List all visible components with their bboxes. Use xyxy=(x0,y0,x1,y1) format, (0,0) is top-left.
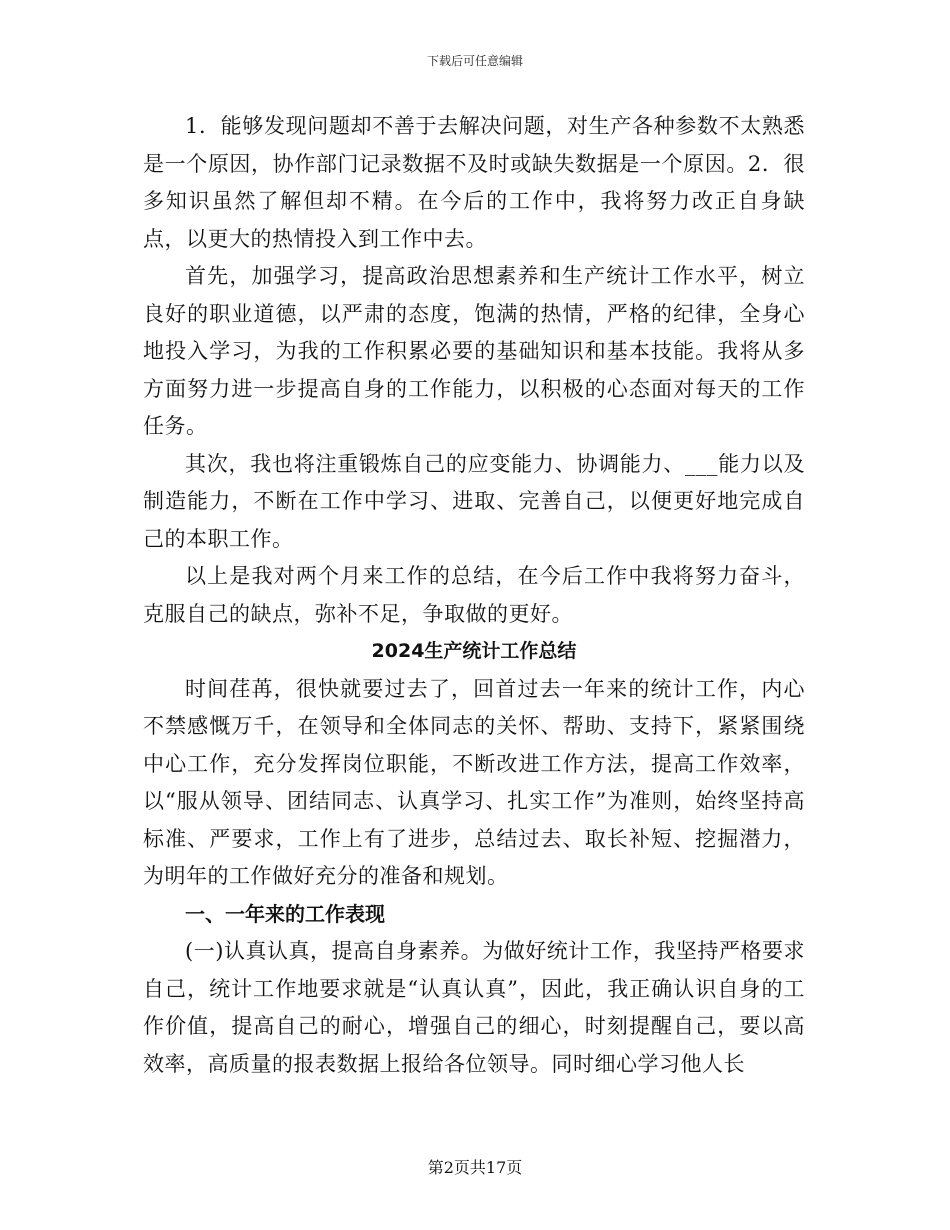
paragraph-second: 其次，我也将注重锻炼自己的应变能力、协调能力、___能力以及制造能力，不断在工作中学习、进取、完善自己，以便更好地完成自己的本职工作。 xyxy=(143,451,805,551)
paragraph-problems: 1．能够发现问题却不善于去解决问题，对生产各种参数不太熟悉是一个原因，协作部门记录数据不及时或缺失数据是一个原因。2．很多知识虽然了解但却不精。在今后的工作中，我将努力改正自身缺点，以更大的热情投入到工作中去。 xyxy=(143,114,805,251)
document-body xyxy=(143,108,805,1083)
document-title: 2024生产统计工作总结 xyxy=(371,640,577,662)
paragraph-conclusion: 以上是我对两个月来工作的总结，在今后工作中我将努力奋斗，克服自己的缺点，弥补不足，争取做的更好。 xyxy=(143,564,805,626)
paragraph-first: 首先，加强学习，提高政治思想素养和生产统计工作水平，树立良好的职业道德，以严肃的态度，饱满的热情，严格的纪律，全身心地投入学习，为我的工作积累必要的基础知识和基本技能。我将从多方面努力进一步提高自身的工作能力，以积极的心态面对每天的工作任务。 xyxy=(143,264,805,438)
page-number: 第2页共17页 xyxy=(427,1158,523,1177)
paragraph-section-one: (一)认真认真，提高自身素养。为做好统计工作，我坚持严格要求自己，统计工作地要求就是“认真认真”，因此，我正确认识自身的工作价值，提高自己的耐心，增强自己的细心，时刻提醒自己，要以高效率，高质量的报表数据上报给各位领导。同时细心学习他人长 xyxy=(143,939,805,1076)
section-heading: 一、一年来的工作表现 xyxy=(185,901,385,926)
header-note: 下载后可任意编辑 xyxy=(426,54,523,68)
paragraph-intro: 时间荏苒，很快就要过去了，回首过去一年来的统计工作，内心不禁感慨万千，在领导和全体同志的关怀、帮助、支持下，紧紧围绕中心工作，充分发挥岗位职能，不断改进工作方法，提高工作效率，以“服从领导、团结同志、认真学习、扎实工作”为准则，始终坚持高标准、严要求，工作上有了进步，总结过去、取长补短、挖掘潜力，为明年的工作做好充分的准备和规划。 xyxy=(143,676,805,888)
